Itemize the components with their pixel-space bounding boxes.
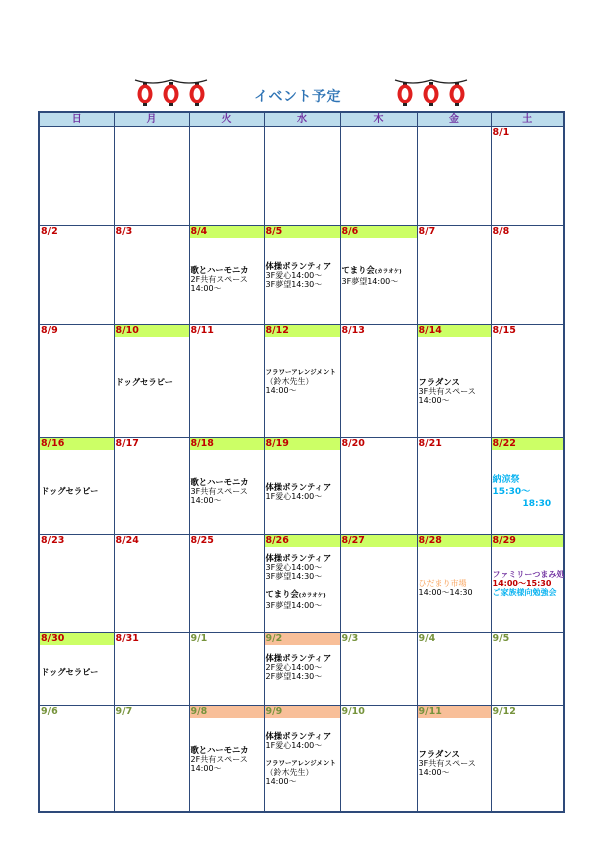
event-title: ドッグセラピー [115,377,173,387]
day-number: 8/30 [40,633,114,645]
day-cell [417,706,491,812]
day-number: 8/25 [190,535,214,546]
day-number: 9/9 [265,706,340,718]
day-cell [39,226,114,325]
event-title: 歌とハーモニカ [190,477,249,487]
event-detail: 15:30～ [492,487,531,497]
weekday-sat: 土 [491,112,564,127]
event-title [342,266,416,277]
event-block [191,266,263,293]
day-cell-empty [340,127,417,226]
lantern-string-icon [393,74,469,108]
day-cell [340,325,417,438]
week-row [39,438,564,535]
day-cell [189,706,264,812]
day-cell [39,706,114,812]
day-number: 9/10 [341,706,365,717]
event-detail: 14:00～ [265,386,297,395]
event-title: 体操ボランティア [265,482,332,492]
event-block [266,483,339,501]
day-cell-empty [189,127,264,226]
event-detail: 3F夢望14:30～ [265,572,323,581]
event-block [419,750,490,777]
day-number: 8/2 [41,226,58,237]
day-number: 8/13 [341,325,365,336]
event-block [41,487,113,496]
day-cell [340,535,417,633]
event-detail: 2F愛心14:00～ [265,663,323,672]
event-title: フラダンス [418,377,460,387]
day-cell [264,633,340,706]
event-detail: ご家族様向勉強会 [492,588,557,597]
day-number: 8/18 [190,438,264,450]
day-number: 8/31 [115,633,139,644]
event-block [191,478,263,505]
day-cell [491,633,564,706]
event-detail: 14:00～ [190,496,222,505]
week-row [39,226,564,325]
day-number: 8/1 [492,127,510,138]
day-cell [189,438,264,535]
day-number: 8/20 [341,438,365,449]
day-cell [189,633,264,706]
event-block [419,579,490,597]
day-number: 9/8 [190,706,264,718]
day-number: 8/6 [341,226,417,238]
event-detail: 3F共有スペース [418,387,476,396]
event-title: 納涼祭 [492,475,520,485]
event-title: ドッグセラピー [41,486,99,496]
day-number: 8/15 [492,325,516,336]
lantern-icon [424,82,439,106]
day-number: 8/24 [115,535,139,546]
day-number: 9/6 [41,706,58,717]
day-cell [264,226,340,325]
event-detail: 2F共有スペース [190,755,248,764]
day-cell [189,535,264,633]
day-cell [417,438,491,535]
weekday-tue: 火 [189,112,264,127]
week-row [39,325,564,438]
day-cell [491,535,564,633]
event-detail: 3F愛心14:00～ [265,271,323,280]
day-cell [417,633,491,706]
day-number: 8/21 [418,438,442,449]
day-cell-empty [417,127,491,226]
event-detail: 3F愛心14:00～ [265,563,323,572]
weekday-header-row [39,112,564,127]
day-number: 8/10 [115,325,189,337]
day-number: 8/22 [492,438,564,450]
day-cell [114,438,189,535]
day-cell-empty [264,127,340,226]
day-cell [264,706,340,812]
header [0,74,595,108]
event-title: ドッグセラピー [41,667,99,677]
day-cell [340,438,417,535]
day-cell [39,325,114,438]
event-title: 体操ボランティア [265,653,332,663]
day-number: 9/12 [492,706,516,717]
day-cell [114,706,189,812]
event-detail: 2F共有スペース [190,275,248,284]
day-cell [264,438,340,535]
day-cell [417,535,491,633]
day-number: 8/27 [341,535,417,547]
event-detail: 14:00～ [190,284,222,293]
day-cell [417,226,491,325]
day-cell [114,226,189,325]
page-title: イベント予定 [254,89,341,105]
event-detail: 18:30 [522,499,552,509]
week-row [39,127,564,226]
event-detail: 1F愛心14:00～ [265,741,323,750]
week-row [39,706,564,812]
event-block [493,570,563,597]
event-detail: 1F愛心14:00～ [265,492,323,501]
event-detail: 14:00～ [190,764,222,773]
event-detail: 14:00～ [265,777,297,786]
day-number: 8/26 [265,535,340,547]
event-title: フラワーアレンジメント [265,368,336,376]
day-cell [39,438,114,535]
day-cell-empty [114,127,189,226]
day-cell [114,325,189,438]
day-cell [189,325,264,438]
day-cell [491,226,564,325]
event-block [191,746,263,773]
day-number: 8/29 [492,535,564,547]
event-block [342,266,416,286]
event-title: 体操ボランティア [265,731,332,741]
event-title-text: てまり会 [265,589,299,599]
event-detail: 2F夢望14:30～ [265,672,323,681]
spacer [266,750,339,759]
event-block [266,368,339,395]
weekday-wed: 水 [264,112,340,127]
event-detail: 14:00～ [418,768,450,777]
event-detail: 14:00～14:30 [418,588,473,597]
day-number: 8/28 [418,535,491,547]
day-number: 9/7 [115,706,133,717]
day-number: 8/16 [40,438,114,450]
event-subtitle: (カラオケ) [374,269,402,275]
day-cell [189,226,264,325]
weekday-thu: 木 [340,112,417,127]
day-number: 9/5 [492,633,510,644]
day-cell [491,127,564,226]
day-number: 9/2 [265,633,340,645]
event-block [41,668,113,677]
event-detail: （鈴木先生） [265,768,314,777]
day-number: 8/8 [492,226,510,237]
day-number: 8/9 [41,325,58,336]
day-cell [340,706,417,812]
event-title: ひだまり市場 [418,579,467,588]
day-cell [491,706,564,812]
event-detail: 3F夢望14:30～ [265,280,323,289]
day-cell [114,633,189,706]
day-cell [340,633,417,706]
event-title [266,590,339,601]
day-cell [491,325,564,438]
day-number: 9/11 [418,706,491,718]
event-block [266,554,339,610]
event-title: 体操ボランティア [265,261,332,271]
day-number: 8/14 [418,325,491,337]
event-detail: 3F夢望14:00～ [341,277,399,286]
day-cell [340,226,417,325]
lantern-icon [450,82,465,106]
weekday-sun: 日 [39,112,114,127]
day-number: 8/17 [115,438,139,449]
event-title: フラワーアレンジメント [265,759,336,767]
week-row [39,535,564,633]
weekday-mon: 月 [114,112,189,127]
day-number: 8/4 [190,226,264,238]
event-title: 歌とハーモニカ [190,745,249,755]
day-number: 8/11 [190,325,214,336]
day-cell [264,325,340,438]
day-cell [39,633,114,706]
event-block [493,474,563,510]
day-number: 8/12 [265,325,340,337]
day-number: 9/1 [190,633,208,644]
event-subtitle: (カラオケ) [298,593,326,599]
day-number: 9/3 [341,633,359,644]
event-block [266,262,339,289]
event-detail: （鈴木先生） [265,377,314,386]
day-number: 8/23 [41,535,65,546]
day-cell-empty [39,127,114,226]
event-detail: 14:00～ [418,396,450,405]
day-number: 8/19 [265,438,340,450]
event-title-text: てまり会 [341,265,375,275]
week-row [39,633,564,706]
event-detail: 3F共有スペース [190,487,248,496]
event-block [266,732,339,786]
event-title: 体操ボランティア [265,553,332,563]
day-cell [264,535,340,633]
event-detail: 3F共有スペース [418,759,476,768]
day-number: 8/5 [265,226,340,238]
event-block [266,654,339,681]
day-number: 8/3 [115,226,133,237]
day-cell [39,535,114,633]
event-title: フラダンス [418,749,460,759]
day-cell [491,438,564,535]
calendar-table [38,111,565,813]
day-number: 8/7 [418,226,436,237]
event-title: ファミリーつまみ処 [492,570,565,579]
day-number: 9/4 [418,633,436,644]
event-detail: 14:00～15:30 [492,579,552,588]
event-block [419,378,490,405]
lantern-icon [398,82,413,106]
weekday-fri: 金 [417,112,491,127]
day-cell [114,535,189,633]
event-detail: 3F夢望14:00～ [265,601,323,610]
event-title: 歌とハーモニカ [190,265,249,275]
day-cell [417,325,491,438]
event-block [116,378,188,387]
